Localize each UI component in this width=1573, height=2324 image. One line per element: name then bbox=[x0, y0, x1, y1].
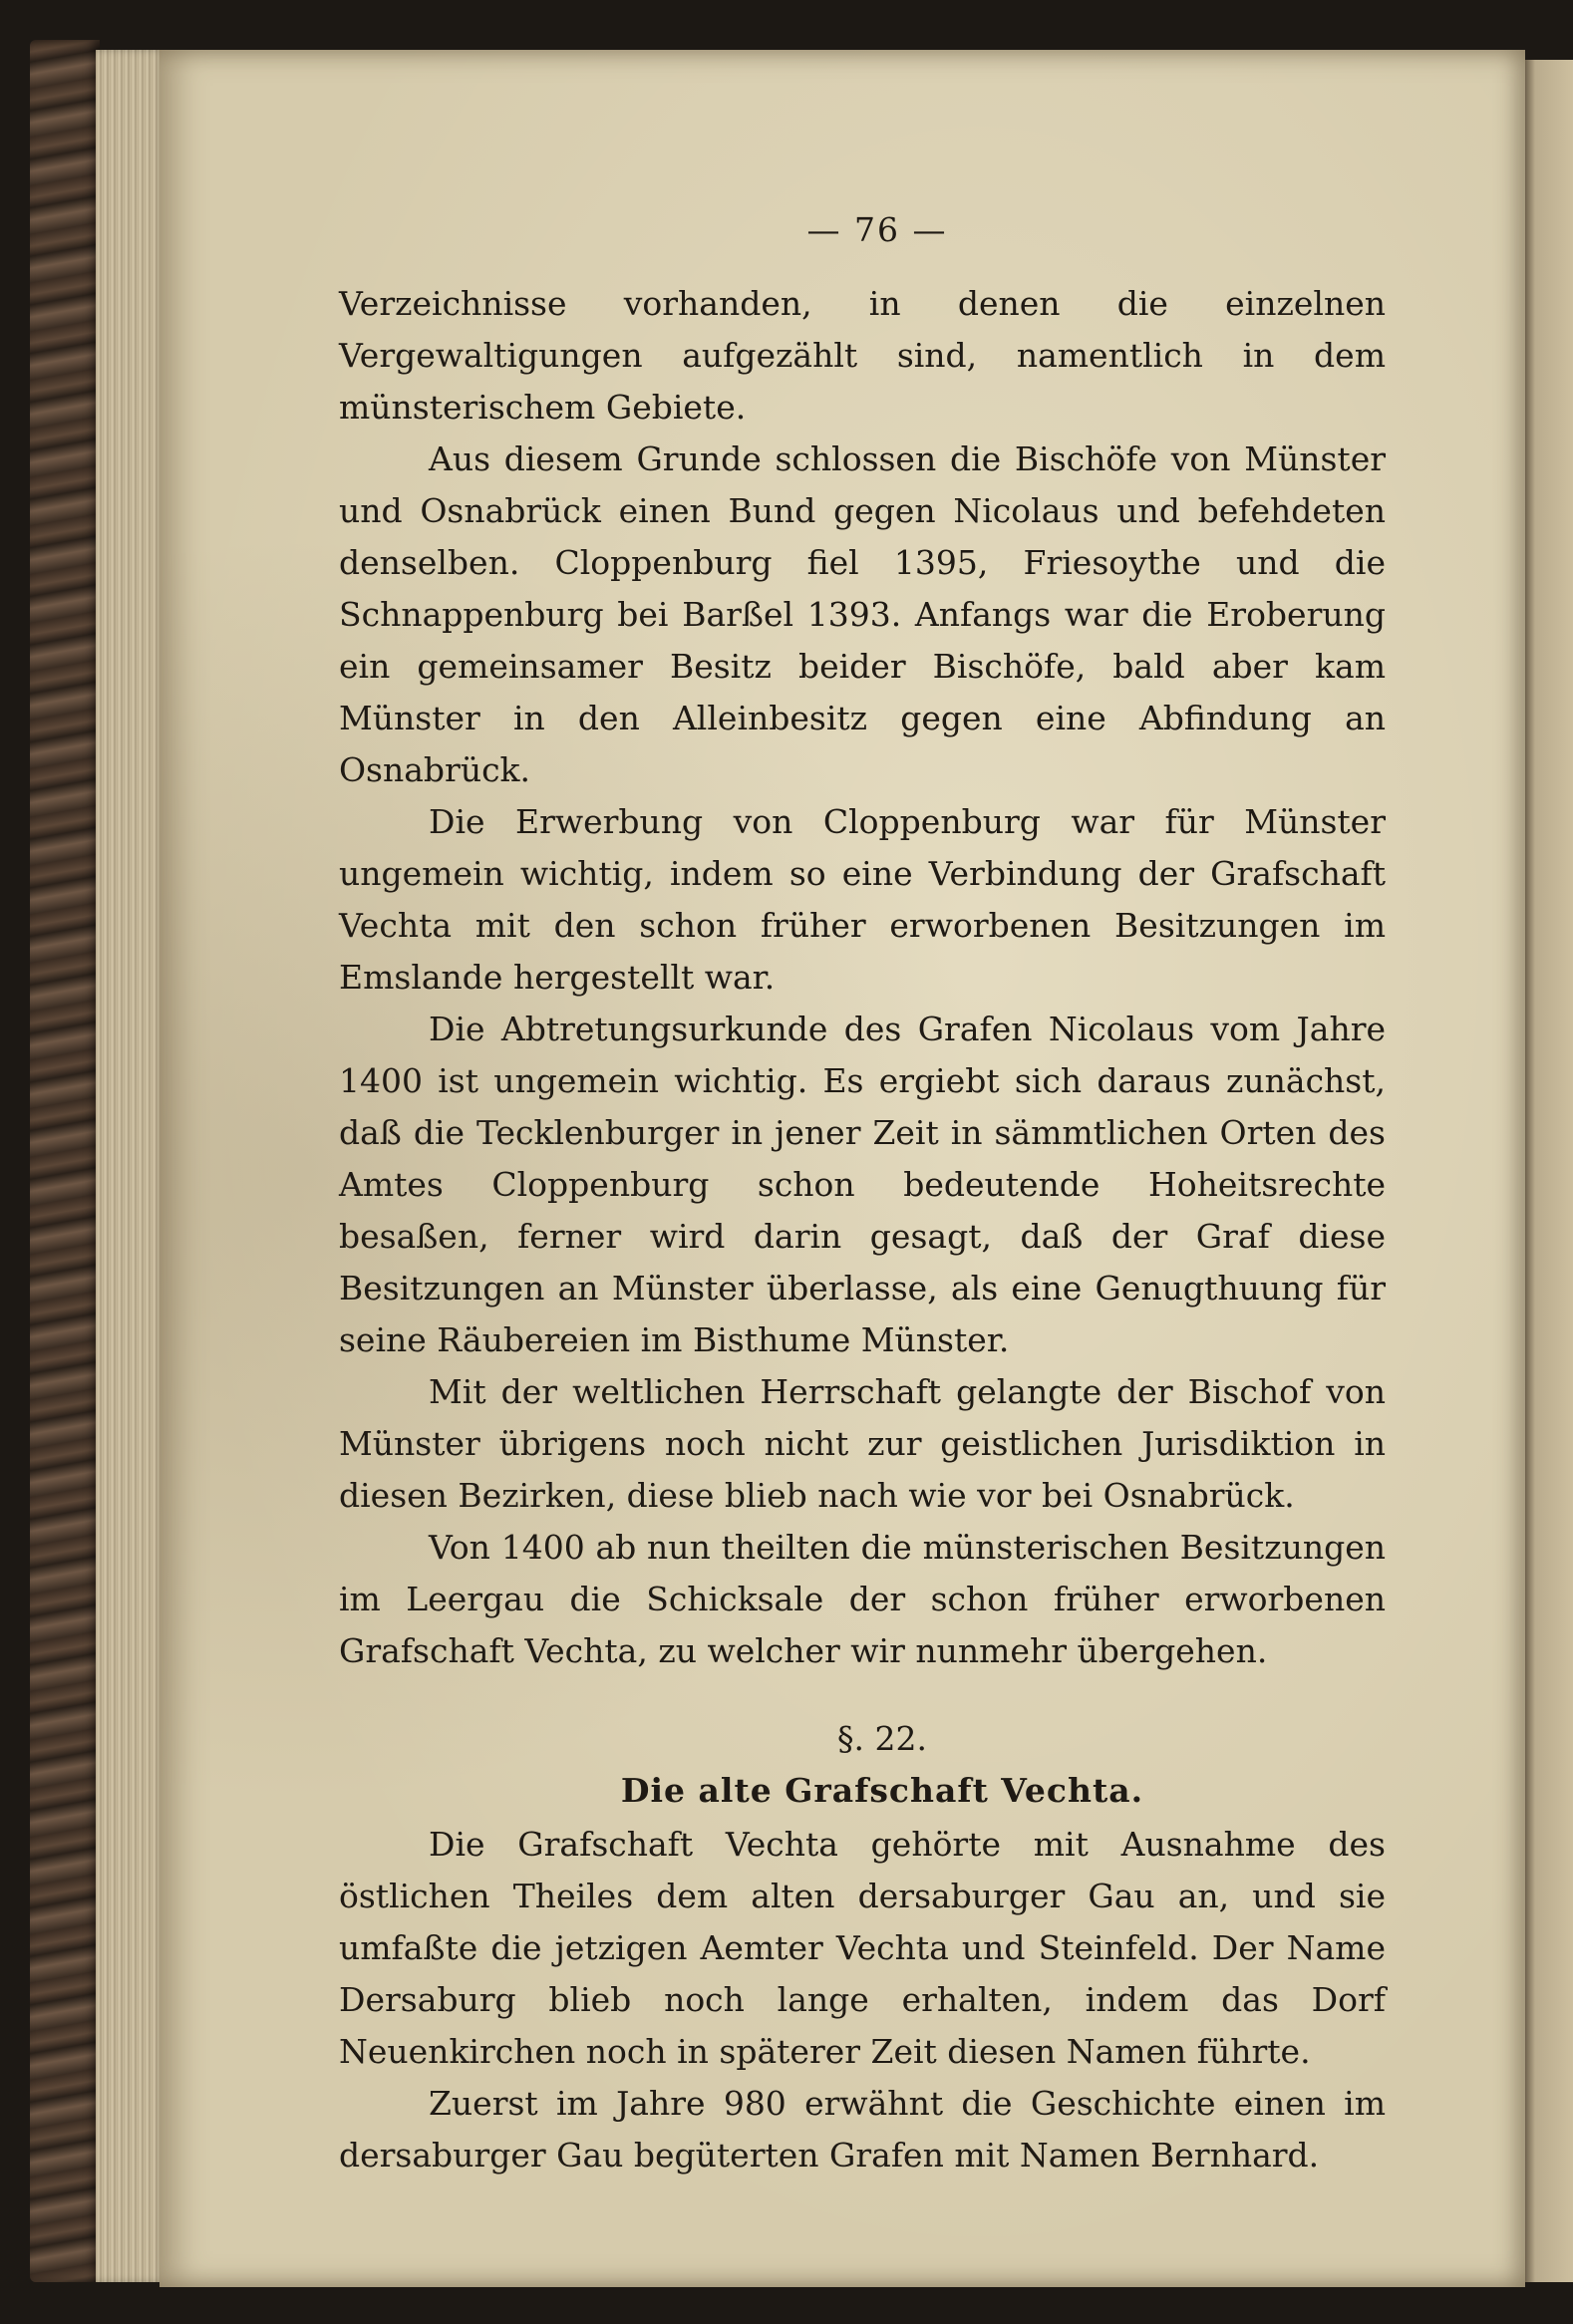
paragraph: Die Erwerbung von Cloppenburg war für Münster ungemein wichtig, indem so eine Verbindung der Grafschaft Vechta mit den schon früher erworbenen Besitzungen im Emslande hergestellt war. bbox=[339, 802, 1386, 997]
page-edges bbox=[96, 50, 165, 2282]
paragraph: Die Abtretungsurkunde des Grafen Nicolaus vom Jahre 1400 ist ungemein wichtig. Es ergiebt sich daraus zunächst, daß die Tecklenburger in jener Zeit in sämmtlichen Orten des Amtes Cloppenburg schon bedeutende Hoheitsrechte besaßen, ferner wird darin gesagt, daß der Graf diese Besitzungen an Münster überlasse, als eine Genugthuung für seine Räubereien im Bisthume Münster. bbox=[339, 1010, 1386, 1359]
facing-page-edge bbox=[1525, 60, 1573, 2282]
paragraph: Verzeichnisse vorhanden, in denen die einzelnen Vergewaltigungen aufgezählt sind, namentlich in dem münsterischem Gebiete. bbox=[339, 284, 1386, 427]
paragraph: Mit der weltlichen Herrschaft gelangte der Bischof von Münster übrigens noch nicht zur geistlichen Jurisdiktion in diesen Bezirken, diese blieb nach wie vor bei Osnabrück. bbox=[339, 1372, 1386, 1515]
paragraph: Aus diesem Grunde schlossen die Bischöfe von Münster und Osnabrück einen Bund gegen Nicolaus und befehdeten denselben. Cloppenburg fiel 1395, Friesoythe und die Schnappenburg bei Barßel 1393. Anfangs war die Eroberung ein gemeinsamer Besitz beider Bischöfe, bald aber kam Münster in den Alleinbesitz gegen eine Abfindung an Osnabrück. bbox=[339, 439, 1386, 789]
page-number: — 76 — bbox=[806, 210, 948, 249]
paragraph: Von 1400 ab nun theilten die münsterischen Besitzungen im Leergau die Schicksale der schon früher erworbenen Grafschaft Vechta, zu welcher wir nunmehr übergehen. bbox=[339, 1528, 1386, 1670]
marbled-cover bbox=[30, 40, 100, 2282]
paragraph: Die Grafschaft Vechta gehörte mit Ausnahme des östlichen Theiles dem alten dersaburger Gau an, und sie umfaßte die jetzigen Aemter Vechta und Steinfeld. Der Name Dersaburg blieb noch lange erhalten, indem das Dorf Neuenkirchen noch in späterer Zeit diesen Namen führte. bbox=[339, 1825, 1386, 2071]
page-text bbox=[339, 204, 1386, 2181]
section-title: Die alte Grafschaft Vechta. bbox=[620, 1771, 1144, 1810]
section-number: §. 22. bbox=[837, 1719, 927, 1758]
paragraph: Zuerst im Jahre 980 erwähnt die Geschichte einen im dersaburger Gau begüterten Grafen mit Namen Bernhard. bbox=[339, 2084, 1386, 2175]
